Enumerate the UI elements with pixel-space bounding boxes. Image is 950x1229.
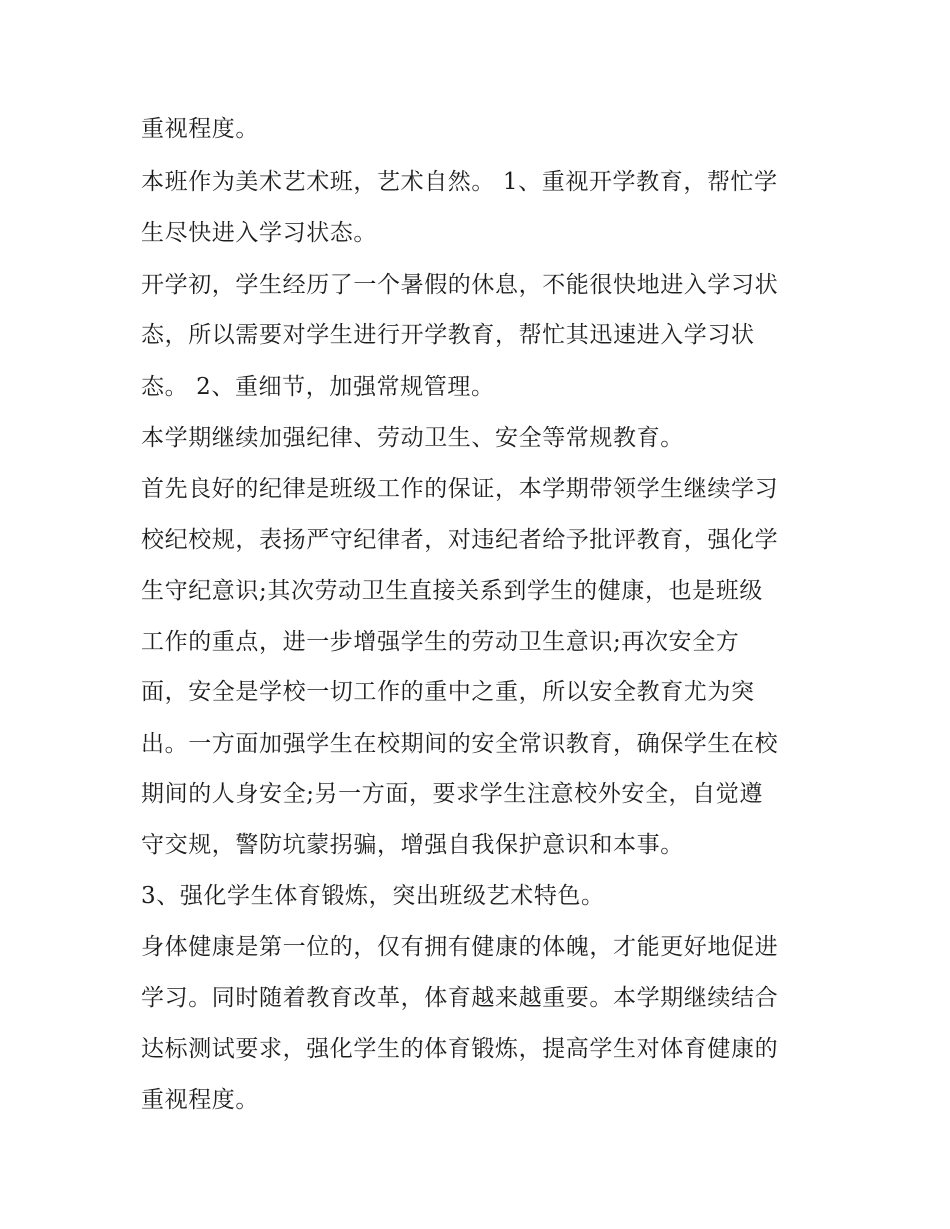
- text-line: 出。一方面加强学生在校期间的安全常识教育，确保学生在校: [141, 731, 779, 757]
- text-line: 校纪校规，表扬严守纪律者，对违纪者给予批评教育，强化学: [141, 527, 779, 553]
- text-line: 工作的重点，进一步增强学生的劳动卫生意识;再次安全方: [141, 629, 740, 655]
- text-line: 生守纪意识;其次劳动卫生直接关系到学生的健康，也是班级: [141, 578, 763, 604]
- text-line: 重视程度。: [141, 1087, 259, 1113]
- text-line: 首先良好的纪律是班级工作的保证，本学期带领学生继续学习: [141, 476, 779, 502]
- text-line: 学习。同时随着教育改革，体育越来越重要。本学期继续结合: [141, 985, 779, 1011]
- text-line: 面，安全是学校一切工作的重中之重，所以安全教育尤为突: [141, 679, 755, 705]
- text-line: 3、强化学生体育锻炼，突出班级艺术特色。: [141, 883, 605, 909]
- text-line: 达标测试要求，强化学生的体育锻炼，提高学生对体育健康的: [141, 1036, 779, 1062]
- text-line: 重视程度。: [141, 116, 259, 142]
- text-line: 态。 2、重细节，加强常规管理。: [141, 374, 495, 400]
- text-line: 开学初，学生经历了一个暑假的休息，不能很快地进入学习状: [141, 272, 779, 298]
- text-line: 本学期继续加强纪律、劳动卫生、安全等常规教育。: [141, 425, 684, 451]
- text-line: 本班作为美术艺术班，艺术自然。 1、重视开学教育，帮忙学: [141, 169, 778, 195]
- text-line: 生尽快进入学习状态。: [141, 220, 377, 246]
- text-line: 期间的人身安全;另一方面，要求学生注意校外安全，自觉遵: [141, 781, 763, 807]
- text-line: 守交规，警防坑蒙拐骗，增强自我保护意识和本事。: [141, 832, 684, 858]
- text-line: 身体健康是第一位的，仅有拥有健康的体魄，才能更好地促进: [141, 934, 779, 960]
- text-line: 态，所以需要对学生进行开学教育，帮忙其迅速进入学习状: [141, 322, 755, 348]
